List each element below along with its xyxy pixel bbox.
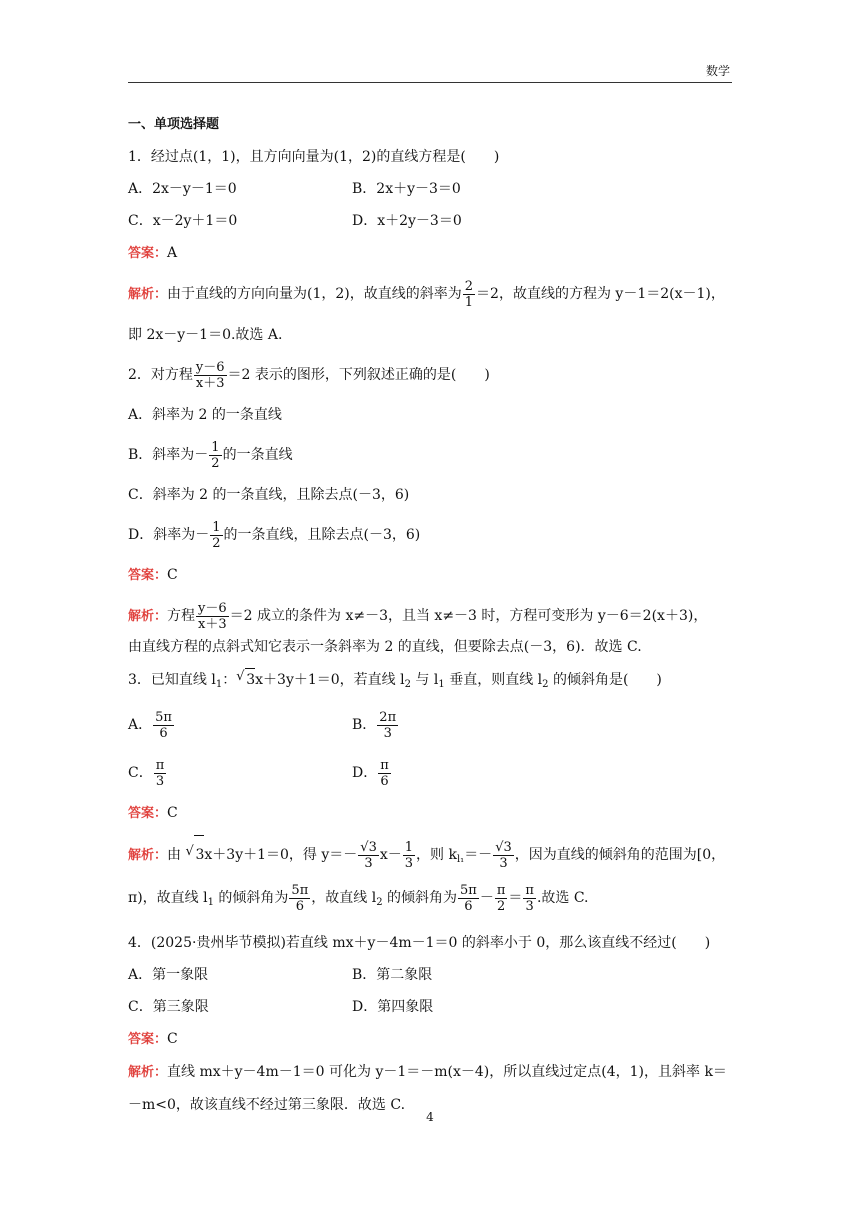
fraction-denominator: 6 [380,773,389,789]
fraction-numerator: 1 [404,839,414,855]
text: ＝－ [464,847,493,863]
q2-analysis-b: ＝2 成立的条件为 x≠－3，且当 x≠－3 时，方程可变形为 y－6＝2(x＋3)， [229,608,708,624]
q3-option-b-fraction [377,710,398,741]
q2-option-b-b: 的一条直线 [222,447,293,463]
section-title: 一、单项选择题 [128,117,220,132]
page-number: 4 [426,1110,434,1124]
q1-analysis-label: 解析： [128,287,168,302]
q3-options-row-1 [128,706,732,744]
q2-option-d-fraction [210,520,222,551]
fraction-denominator: 1 [464,294,474,310]
q1-analysis-fraction [463,279,475,310]
q2-option-b-a: B．斜率为－ [128,447,209,463]
q3-stem-c: x＋3y＋1＝0，若直线 l [255,672,405,688]
text: ＝ [508,890,523,906]
q4-option-c: C．第三象限 [128,999,209,1015]
option-label: A． [128,717,153,733]
q3-option-b [352,706,576,744]
q1-option-a: A．2x－y－1＝0 [128,181,237,197]
fraction-numerator: π [155,757,165,773]
fraction-numerator: √3 [360,839,377,855]
text: x＋3y＋1＝0，得 y＝－ [204,847,358,863]
q2-answer-value: C [167,567,178,583]
q3-stem-e: 垂直，则直线 l [444,672,543,688]
fraction-numerator: π [380,757,389,773]
q3-answer-label: 答案： [128,806,168,821]
q2-stem-b: ＝2 表示的图形，下列叙述正确的是( ) [227,367,490,383]
q2-option-a: A．斜率为 2 的一条直线 [128,407,282,423]
q4-option-d: D．第四象限 [352,999,434,1015]
subscript: 1 [215,679,223,690]
q2-answer-label: 答案： [128,568,168,583]
header-subject: 数学 [705,64,730,78]
fraction-numerator: π [525,882,534,898]
fraction-numerator: y－6 [198,600,227,616]
fraction [403,840,415,871]
q3-analysis-line-1 [128,835,732,879]
text: x－ [379,847,402,863]
q4-analysis-label: 解析： [128,1065,168,1080]
q2-option-b-fraction [209,440,221,471]
fraction [458,883,479,914]
q1-option-b: B．2x＋y－3＝0 [352,181,461,197]
q4-options-row-2 [128,996,732,1018]
q1-analysis-text-1a: 由于直线的方向向量为(1，2)，故直线的斜率为 [167,286,462,302]
q3-option-d-fraction [378,758,391,789]
q3-stem-f: 的倾斜角是( ) [548,672,662,688]
q3-option-c [128,754,352,792]
q1-analysis-line-1 [128,275,732,314]
q2-stem-a: 2．对方程 [128,367,193,383]
q2-stem-fraction [194,360,227,391]
q3-options-row-2 [128,754,732,792]
fraction-denominator: 2 [212,535,221,551]
text: ，因为直线的倾斜角的范围为[0， [514,847,726,863]
q4-option-a: A．第一象限 [128,967,209,983]
q2-analysis-line-1 [128,597,732,636]
text: π)，故直线 l [128,890,208,906]
fraction [358,840,379,871]
q3-option-c-fraction [154,758,167,789]
fraction-denominator: 3 [499,855,508,871]
fraction-numerator: 5π [155,709,172,725]
q2-option-d-a: D．斜率为－ [128,527,210,543]
q3-answer [128,802,732,825]
fraction-denominator: 2 [211,455,220,471]
q4-analysis-line-1 [128,1061,732,1084]
q1-options-row-1 [128,178,732,200]
q2-analysis-line-2: 由直线方程的点斜式知它表示一条斜率为 2 的直线，但要除去点(－3，6)．故选 C. [128,639,642,655]
q3-stem [128,668,732,696]
q4-answer-value: C [167,1031,178,1047]
q1-options-row-2 [128,210,732,232]
q1-analysis-line-2: 即 2x－y－1＝0.故选 A. [128,327,283,343]
fraction-denominator: 3 [525,898,534,914]
fraction-numerator: 5π [291,882,309,898]
fraction-denominator: 3 [155,773,165,789]
q4-option-b: B．第二象限 [352,967,433,983]
q1-option-d: D．x＋2y－3＝0 [352,213,462,229]
sqrt: √ 3 [245,668,255,691]
q1-analysis-text-1b: ＝2，故直线的方程为 y－1＝2(x－1)， [476,286,725,302]
fraction [493,840,514,871]
q1-option-c: C．x－2y＋1＝0 [128,213,238,229]
q4-answer-label: 答案： [128,1032,168,1047]
subscript: 2 [376,897,383,908]
fraction-denominator: 6 [464,898,473,914]
q1-answer [128,242,732,265]
q4-stem: 4．(2025·贵州毕节模拟)若直线 mx＋y－4m－1＝0 的斜率小于 0，那么该直线不经过( ) [128,935,711,951]
q2-analysis-label: 解析： [128,609,168,624]
fraction-denominator: 3 [383,725,392,741]
text: － [479,890,494,906]
q1-stem: 1．经过点(1，1)，且方向向量为(1，2)的直线方程是( ) [128,149,500,165]
q4-analysis-text-1: 直线 mx＋y－4m－1＝0 可化为 y－1＝－m(x－4)，所以直线过定点(4，1)，且斜率 k＝ [167,1064,727,1080]
q2-option-d [128,516,732,554]
q1-answer-value: A [167,245,178,261]
fraction [289,883,310,914]
q3-stem-a: 3．已知直线 l [128,672,216,688]
subscript: 1 [438,679,445,690]
text: 的倾斜角为 [382,890,458,906]
q3-option-d [352,754,576,792]
fraction-denominator: 6 [159,725,168,741]
fraction-denominator: 3 [364,855,373,871]
fraction-numerator: π [496,882,506,898]
q3-stem-d: 与 l [410,672,439,688]
subscript: 2 [404,679,411,690]
q2-analysis-a: 方程 [167,608,196,624]
subscript: 2 [542,679,549,690]
text: 由 [167,847,186,863]
fraction-numerator: √3 [495,839,512,855]
q4-analysis-line-2: －m<0，故该直线不经过第三象限．故选 C. [128,1097,406,1113]
option-label: B． [352,717,377,733]
fraction [495,883,508,914]
page-content [128,106,732,1116]
fraction-numerator: 2π [379,709,397,725]
q3-stem-b: ： [222,672,237,688]
option-label: C． [128,765,153,781]
text: 的倾斜角为 [213,890,289,906]
page-header [128,62,732,83]
q2-option-b [128,436,732,474]
fraction-denominator: 2 [496,898,506,914]
subscript: l₁ [456,854,465,865]
fraction-numerator: 2 [464,278,474,294]
option-label: D． [352,765,378,781]
q3-answer-value: C [167,805,178,821]
q3-analysis-line-2 [128,879,732,922]
text: ，故直线 l [311,890,377,906]
subscript: 1 [207,897,214,908]
q3-option-a [128,706,352,744]
q3-analysis-label: 解析： [128,848,168,863]
fraction-denominator: x＋3 [195,375,225,391]
q2-answer [128,564,732,587]
fraction [523,883,536,914]
fraction-denominator: x＋3 [198,616,227,632]
fraction-numerator: 5π [460,882,477,898]
sqrt: √ 3 [194,835,204,874]
text: ，则 k [416,847,457,863]
text: .故选 C. [536,890,589,906]
q2-option-d-b: 的一条直线，且除去点(－3，6) [223,527,421,543]
fraction-denominator: 6 [295,898,304,914]
fraction-denominator: 3 [404,855,414,871]
q4-options-row-1 [128,964,732,986]
fraction-numerator: 1 [212,519,221,535]
q4-answer [128,1028,732,1051]
q2-option-c: C．斜率为 2 的一条直线，且除去点(－3，6) [128,487,410,503]
q3-option-a-fraction [153,710,174,741]
fraction-numerator: 1 [211,439,220,455]
q1-answer-label: 答案： [128,246,168,261]
q2-stem [128,356,732,394]
fraction-numerator: y－6 [195,359,225,375]
q2-analysis-fraction [196,601,229,632]
